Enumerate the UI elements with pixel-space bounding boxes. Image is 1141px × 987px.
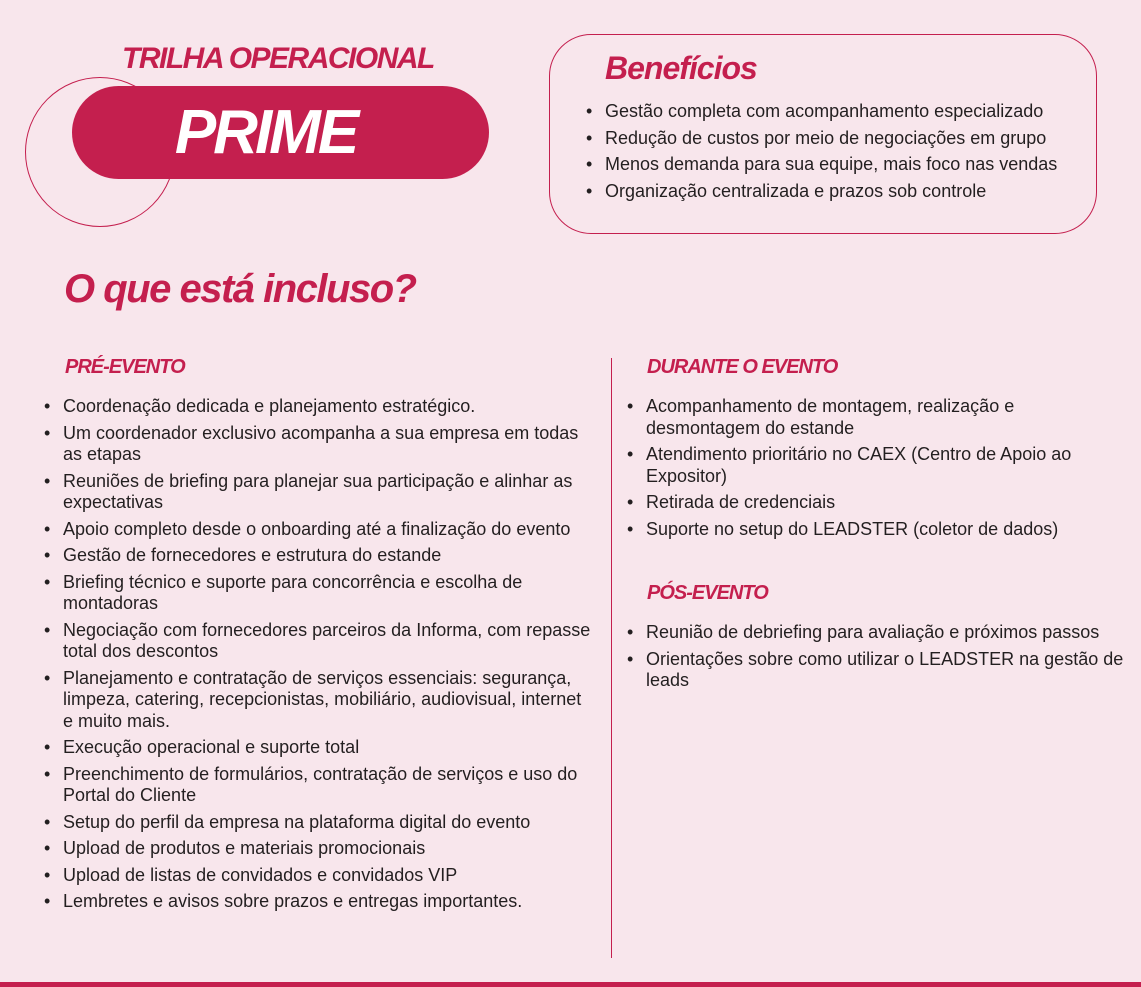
list-item: • Execução operacional e suporte total: [63, 737, 593, 759]
list-item: • Lembretes e avisos sobre prazos e entregas importantes.: [63, 891, 593, 913]
list-item: • Upload de listas de convidados e convidados VIP: [63, 865, 593, 887]
list-item: • Gestão de fornecedores e estrutura do estande: [63, 545, 593, 567]
pos-evento-list: [646, 622, 1126, 697]
benefits-title: Benefícios: [605, 50, 757, 86]
list-item: • Preenchimento de formulários, contratação de serviços e uso do Portal do Cliente: [63, 764, 593, 807]
list-item: • Negociação com fornecedores parceiros da Informa, com repasse total dos descontos: [63, 620, 593, 663]
list-item: • Orientações sobre como utilizar o LEADSTER na gestão de leads: [646, 649, 1126, 692]
benefits-list: [605, 98, 1085, 204]
list-item: • Reunião de debriefing para avaliação e próximos passos: [646, 622, 1126, 644]
pre-evento-heading: PRÉ-EVENTO: [65, 356, 185, 378]
list-item: • Apoio completo desde o onboarding até a finalização do evento: [63, 519, 593, 541]
durante-evento-list: [646, 396, 1086, 545]
list-item: • Setup do perfil da empresa na plataforma digital do evento: [63, 812, 593, 834]
list-item: • Acompanhamento de montagem, realização e desmontagem do estande: [646, 396, 1086, 439]
list-item: • Briefing técnico e suporte para concorrência e escolha de montadoras: [63, 572, 593, 615]
column-divider: [611, 358, 612, 958]
list-item: • Coordenação dedicada e planejamento estratégico.: [63, 396, 593, 418]
benefit-item: • Redução de custos por meio de negociações em grupo: [605, 125, 1085, 152]
prime-title: PRIME: [174, 98, 357, 167]
benefit-item: • Organização centralizada e prazos sob controle: [605, 178, 1085, 205]
main-title: O que está incluso?: [64, 267, 416, 311]
list-item: • Retirada de credenciais: [646, 492, 1086, 514]
list-item: • Atendimento prioritário no CAEX (Centro de Apoio ao Expositor): [646, 444, 1086, 487]
list-item: • Reuniões de briefing para planejar sua participação e alinhar as expectativas: [63, 471, 593, 514]
prime-pill: [72, 86, 489, 179]
list-item: • Um coordenador exclusivo acompanha a sua empresa em todas as etapas: [63, 423, 593, 466]
pos-evento-heading: PÓS-EVENTO: [647, 582, 768, 604]
bottom-bar: [0, 982, 1141, 987]
pre-evento-list: [63, 396, 593, 918]
durante-evento-heading: DURANTE O EVENTO: [647, 356, 838, 378]
list-item: • Suporte no setup do LEADSTER (coletor de dados): [646, 519, 1086, 541]
trilha-title: TRILHA OPERACIONAL: [122, 42, 434, 75]
benefit-item: • Menos demanda para sua equipe, mais foco nas vendas: [605, 151, 1085, 178]
list-item: • Planejamento e contratação de serviços essenciais: segurança, limpeza, catering, recepcionistas, mobiliário, audiovisual, internet e muito mais.: [63, 668, 593, 733]
benefit-item: • Gestão completa com acompanhamento especializado: [605, 98, 1085, 125]
list-item: • Upload de produtos e materiais promocionais: [63, 838, 593, 860]
